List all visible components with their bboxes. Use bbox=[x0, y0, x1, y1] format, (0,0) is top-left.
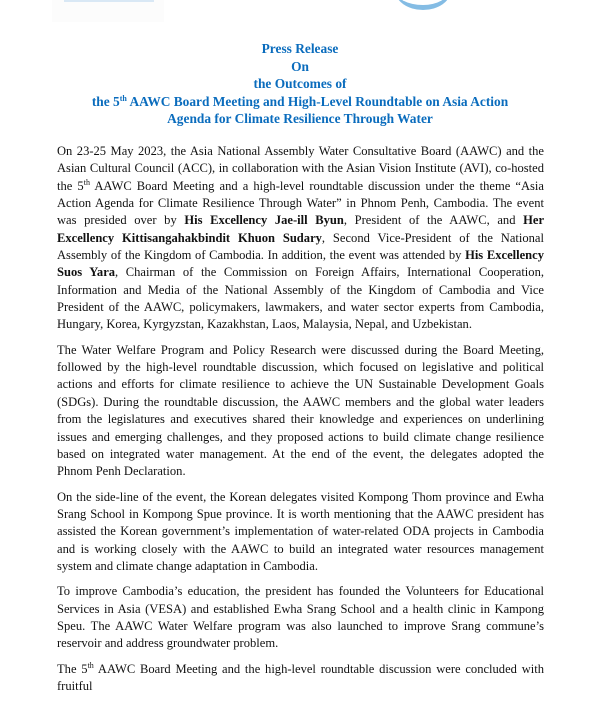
organization-logo bbox=[52, 0, 164, 22]
p1-superscript: th bbox=[83, 177, 90, 187]
press-release-title bbox=[0, 40, 600, 128]
title-line-5: Agenda for Climate Resilience Through Water bbox=[167, 111, 433, 127]
title-line-4 bbox=[0, 93, 600, 111]
p1-text-1: On 23-25 May 2023, the Asia National Assembly Water Consultative Board (AAWC) and the Asian Cultural Council (ACC), in collaboration with the Asian Vision Institute (AVI), co-hosted the 5 bbox=[57, 144, 544, 193]
p5-superscript: th bbox=[87, 660, 94, 670]
paragraph-5 bbox=[57, 661, 544, 696]
p5-text-1: The 5 bbox=[57, 661, 88, 676]
title-line-1: Press Release bbox=[261, 41, 339, 56]
press-release-body bbox=[57, 143, 544, 703]
title-superscript: th bbox=[119, 93, 127, 103]
p1-bold-name-3: His Excellency Suos Yara bbox=[57, 248, 545, 280]
p1-text-3: , President of the AAWC, and bbox=[343, 213, 524, 228]
p1-bold-name-1: His Excellency Jae-ill Byun bbox=[184, 213, 344, 228]
title-line-4-post: AAWC Board Meeting and High-Level Roundtable on Asia Action bbox=[126, 93, 509, 109]
p1-text-2: AAWC Board Meeting and a high-level roundtable discussion under the theme “Asia Action Agenda for Climate Resilience Through Water” in Phnom Penh, Cambodia. The event was presided over by bbox=[57, 178, 544, 228]
p1-bold-name-2: Her Excellency Kittisangahakbindit Khuon Sudary bbox=[57, 213, 545, 245]
p1-text-4: , Second Vice-President of the National Assembly of the Kingdom of Cambodia. In addition, the event was attended by bbox=[57, 230, 544, 263]
paragraph-1 bbox=[57, 143, 544, 334]
title-line-4-pre: the 5 bbox=[91, 93, 120, 109]
title-line-2: On bbox=[291, 58, 309, 74]
paragraph-3: On the side-line of the event, the Korean delegates visited Kompong Thom province and Ewha Srang School in Kompong Spue province. It is worth mentioning that the AAWC president has assisted the Korean government’s implementation of water-related ODA projects in Cambodia and is working closely with the AAWC to build an integrated water resources management system and climate change adaptation in Cambodia. bbox=[57, 489, 544, 573]
title-line-3: the Outcomes of bbox=[253, 76, 347, 92]
swirl-logo-icon bbox=[395, 0, 451, 10]
logo-bar bbox=[64, 0, 154, 2]
paragraph-2: The Water Welfare Program and Policy Research were discussed during the Board Meeting, followed by the high-level roundtable discussion, which focused on legislative and political actions and efforts for climate resilience to achieve the UN Sustainable Development Goals (SDGs). During the roundtable discussion, the AAWC members and the global water leaders from the legislatures and executives shared their knowledge and experiences on underlining issues and emerging challenges, and they proposed actions to build climate change resilience based on integrated water management. At the end of the event, the delegates adopted the Phnom Penh Declaration. bbox=[57, 342, 544, 479]
p5-text-2: AAWC Board Meeting and the high-level roundtable discussion were concluded with fruitful bbox=[57, 661, 544, 693]
paragraph-4: To improve Cambodia’s education, the president has founded the Volunteers for Educational Services in Asia (VESA) and established Ewha Srang School and a health clinic in Kampong Speu. The AAWC Water Welfare program was also launched to improve Srang commune’s reservoir and address groundwater problem. bbox=[57, 584, 544, 651]
p1-text-5: , Chairman of the Commission on Foreign Affairs, International Cooperation, Information and Media of the National Assembly of the Kingdom of Cambodia and Vice President of the AAWC, policymakers, lawmakers, and water sector experts from Cambodia, Hungary, Korea, Kyrgyzstan, Kazakhstan, Laos, Malaysia, Nepal, and Uzbekistan. bbox=[57, 265, 544, 332]
